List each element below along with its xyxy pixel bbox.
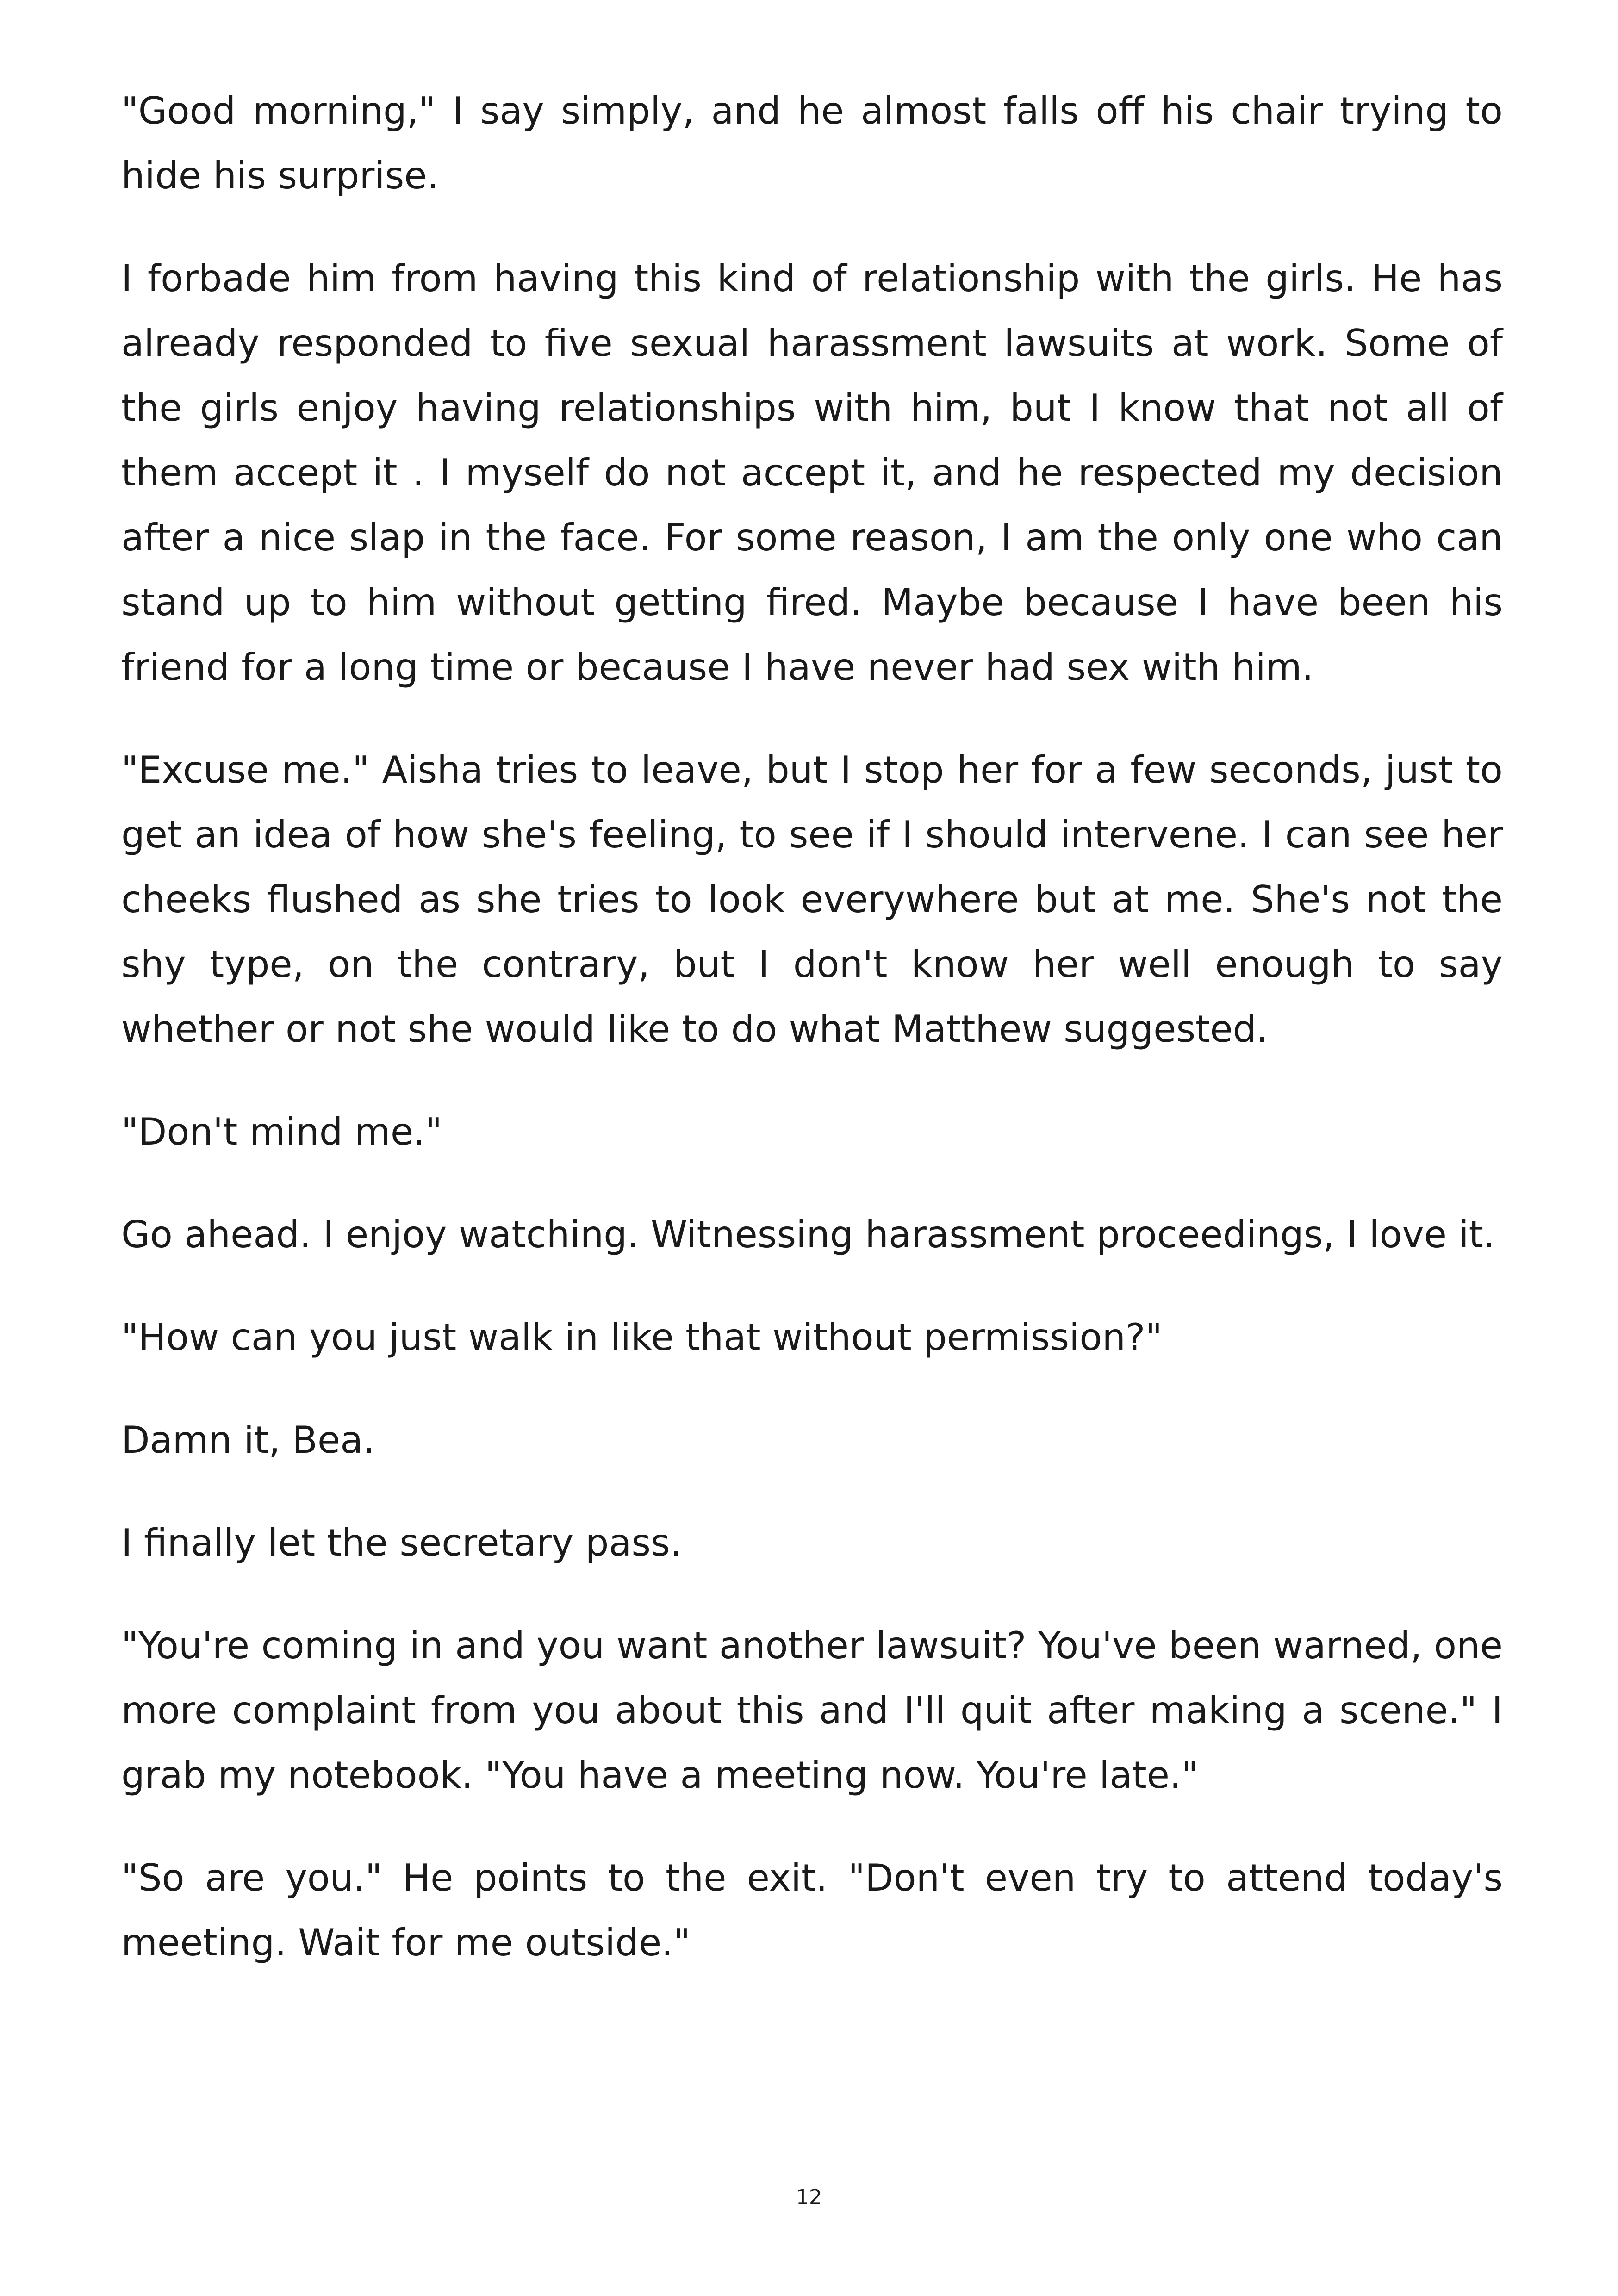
paragraph: "Excuse me." Aisha tries to leave, but I stop her for a few seconds, just to get an idea of how she's feeling, to see if I should intervene. I can see her cheeks flushed as she tries to look everywhere but at me. She's not the shy type, on the contrary, but I don't know her well enough to say whether or not she would like to do what Matthew suggested. (121, 748, 1503, 1051)
paragraph: Go ahead. I enjoy watching. Witnessing harassment proceedings, I love it. (121, 1213, 1495, 1256)
paragraph: "Don't mind me." (121, 1110, 442, 1153)
paragraph: I finally let the secretary pass. (121, 1521, 682, 1564)
page-number: 12 (796, 2185, 822, 2209)
paragraph: "Good morning," I say simply, and he almost falls off his chair trying to hide his surprise. (121, 89, 1503, 197)
paragraph: "So are you." He points to the exit. "Don't even try to attend today's meeting. Wait for me outside." (121, 1856, 1503, 1964)
paragraph: I forbade him from having this kind of relationship with the girls. He has already responded to five sexual harassment lawsuits at work. Some of the girls enjoy having relationships with him, but I know that not all of them accept it . I myself do not accept it, and he respected my decision after a nice slap in the face. For some reason, I am the only one who can stand up to him without getting fired. Maybe because I have been his friend for a long time or because I have never had sex with him. (121, 257, 1503, 689)
paragraph: Damn it, Bea. (121, 1419, 375, 1462)
paragraph: "How can you just walk in like that without permission?" (121, 1316, 1163, 1359)
paragraph: "You're coming in and you want another lawsuit? You've been warned, one more complaint from you about this and I'll quit after making a scene." I grab my notebook. "You have a meeting now. You're late." (121, 1624, 1503, 1797)
body-text (121, 79, 1503, 2013)
